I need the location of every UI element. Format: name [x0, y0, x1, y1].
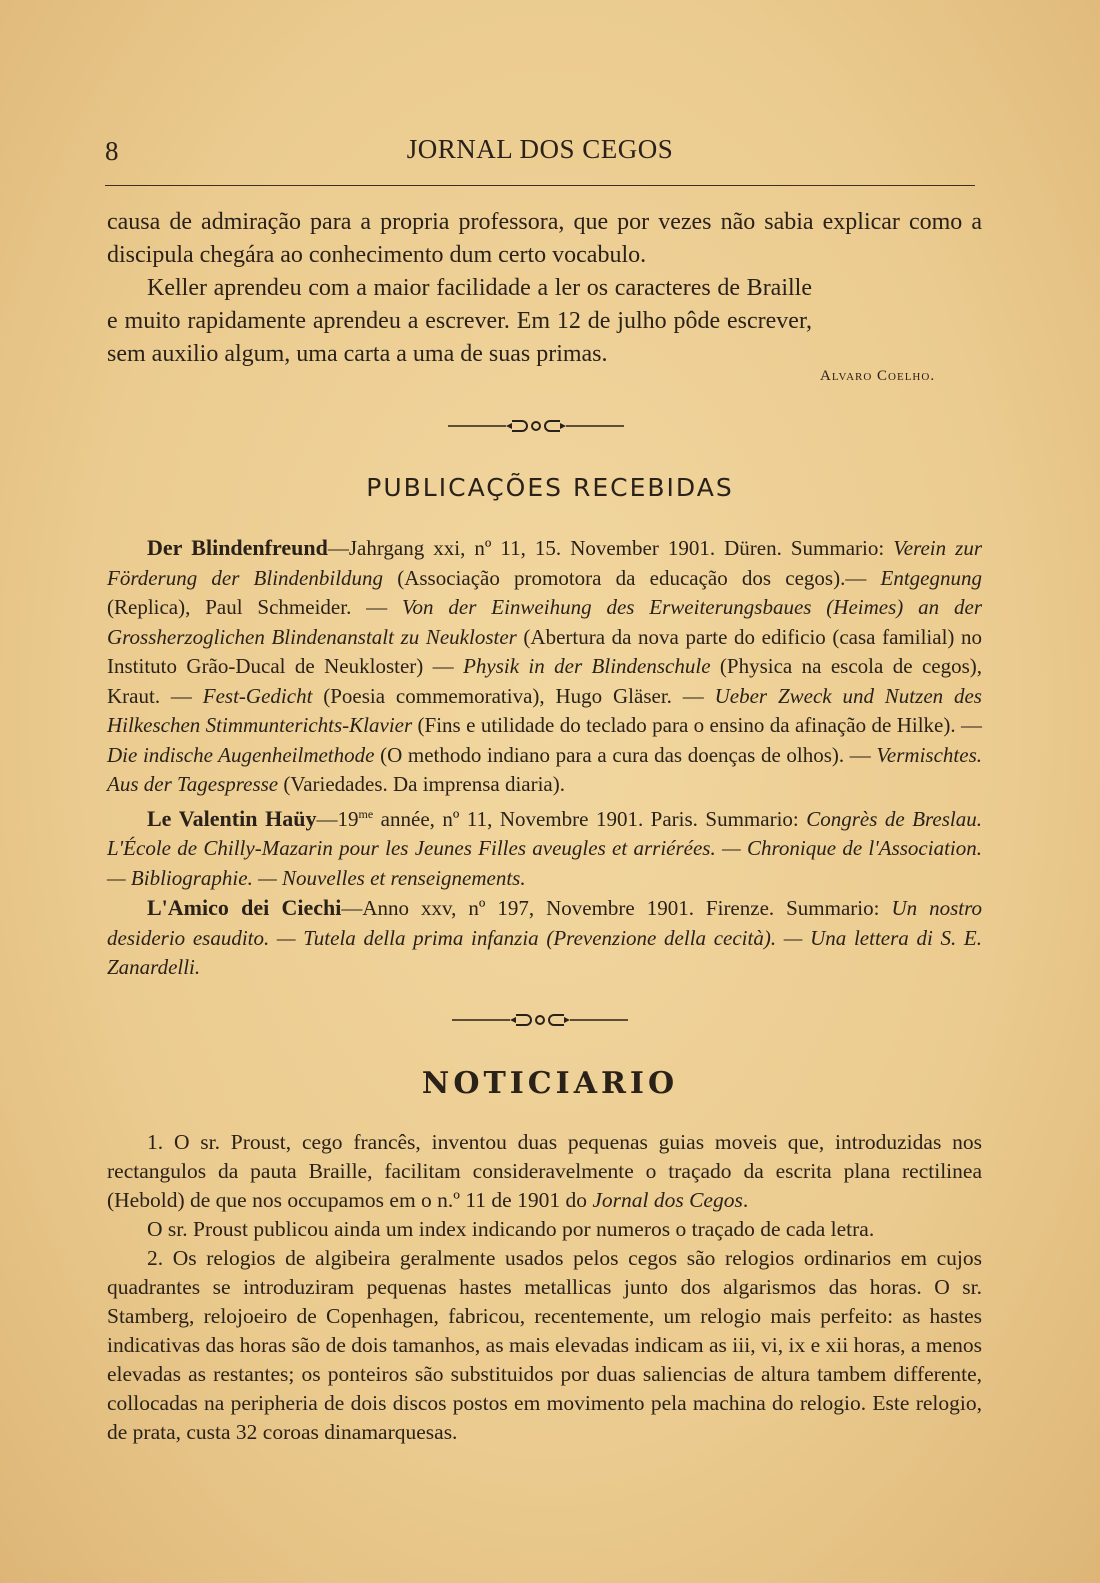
publication-text: (Poesia commemorativa), Hugo Gläser. — — [312, 683, 715, 708]
publication-text: (Fins e utilidade do teclado para o ensino da afinação de Hilke). — — [412, 713, 982, 737]
notice-item-2: 2. Os relogios de algibeira geralmente usados pelos cegos são relogios ordinarios em cujos quadrantes se introduziram pequenas hastes metallicas junto dos algarismos das horas. O sr. Stamberg, relojoeiro de Copenhagen, fabricou, recentemente, um relogio mais perfeito: as hastes indicativas das horas são de dois tamanhos, as mais elevadas indicam as iii, vi, ix e xii horas, a menos elevadas as restantes; os ponteiros são substituidos por duas saliencias de altura tambem differente, collocadas na peripheria de dois discos postos em movimento pela machina do relogio. Este relogio, de prata, custa 32 coroas dinamarquesas. — [107, 1246, 982, 1444]
notice-text: 1. O sr. Proust, cego francês, inventou duas pequenas guias moveis que, introduzidas nos rectangulos da pauta Braille, facilitam consideravelmente o traçado da escrita plana rectilinea (Hebold) de que nos occupamos em o n.º 11 de 1901 do — [107, 1130, 982, 1212]
publication-title-italic: Entgegnung — [880, 565, 982, 590]
publication-text: (Physica na escola de cegos), Kraut. — — [107, 654, 982, 708]
header-rule — [105, 185, 975, 186]
publication-title-italic: Congrès de Breslau. L'École de Chilly-Mazarin pour les Jeunes Filles aveugles et arriérées. — Chronique de l'Association. — Bibliographie. — Nouvelles et renseignements. — [107, 806, 982, 890]
page-header — [105, 130, 975, 170]
publication-text: année, nº 11, Novembre 1901. Paris. Summario: — [373, 806, 807, 831]
ornament-divider-1 — [448, 418, 624, 438]
intro-paragraph-2: Keller aprendeu com a maior facilidade a ler os caracteres de Braille e muito rapidamente aprendeu a escrever. Em 12 de julho pôde escrever, sem auxilio algum, uma carta a uma de suas primas. — [107, 275, 812, 367]
publication-text: —Anno xxv, nº 197, Novembre 1901. Firenze. Summario: — [341, 896, 892, 920]
publication-entry — [107, 800, 982, 894]
notice-item-1 — [107, 1128, 982, 1215]
publication-text: (Replica), Paul Schmeider. — — [107, 595, 403, 619]
publication-entry — [107, 893, 982, 983]
signature: Alvaro Coelho. — [820, 368, 936, 384]
section-title-noticiario: NOTICIARIO — [421, 1066, 679, 1101]
publication-name: L'Amico dei Ciechi — [147, 895, 342, 920]
running-title: JORNAL DOS CEGOS — [406, 134, 674, 164]
publication-name: Der Blindenfreund — [147, 535, 328, 560]
ornament-divider-2 — [452, 1012, 628, 1032]
publication-text: (Variedades. Da imprensa diaria). — [278, 772, 565, 796]
publication-title-italic: Verein zur Förderung der Blindenbildung — [107, 536, 982, 590]
publication-title-italic: Physik in der Blindenschule — [463, 654, 711, 678]
publication-title-italic: Fest-Gedicht — [202, 683, 313, 708]
journal-title-italic: Jornal dos Cegos — [592, 1188, 743, 1212]
page-number: 8 — [105, 136, 119, 166]
publication-text: —19 — [316, 806, 359, 831]
intro-paragraph-1: causa de admiração para a propria professora, que por vezes não sabia explicar como a discipula chegára ao conhecimento dum certo vocabulo. — [107, 209, 982, 268]
publication-text: (Abertura da nova parte do edificio (casa familial) no Instituto Grão-Ducal de Neukloster) — — [107, 624, 982, 678]
noticiario-section — [107, 1128, 982, 1447]
notice-item-1-cont: O sr. Proust publicou ainda um index indicando por numeros o traçado de cada letra. — [147, 1217, 875, 1241]
intro-section — [107, 206, 982, 371]
publication-title-italic: Ueber Zweck und Nutzen des Hilkeschen Stimmunterichts-Klavier — [107, 683, 982, 737]
publication-title-italic: Von der Einweihung des Erweiterungsbaues (Heimes) an der Grossherzoglichen Blindenanstalt zu Neukloster — [107, 595, 982, 649]
publication-entry — [107, 533, 982, 800]
publication-text: (O methodo indiano para a cura das doenças de olhos). — — [374, 742, 877, 767]
publication-title-italic: Vermischtes. Aus der Tagespresse — [107, 742, 982, 796]
publication-name: Le Valentin Haüy — [147, 805, 317, 831]
publicacoes-section — [107, 533, 982, 983]
section-title-publicacoes: PUBLICAÇÕES RECEBIDAS — [366, 473, 734, 502]
superscript: me — [358, 806, 374, 821]
publication-text: —Jahrgang xxi, nº 11, 15. November 1901. Düren. Summario: — [327, 536, 894, 560]
publication-title-italic: Die indische Augenheilmethode — [107, 742, 375, 767]
publication-text: (Associação promotora da educação dos cegos).— — [383, 565, 881, 590]
publication-title-italic: Un nostro desiderio esaudito. — Tutela della prima infanzia (Prevenzione della cecità). — Una lettera di S. E. Zanardelli. — [107, 896, 983, 979]
notice-text: . — [742, 1188, 749, 1212]
